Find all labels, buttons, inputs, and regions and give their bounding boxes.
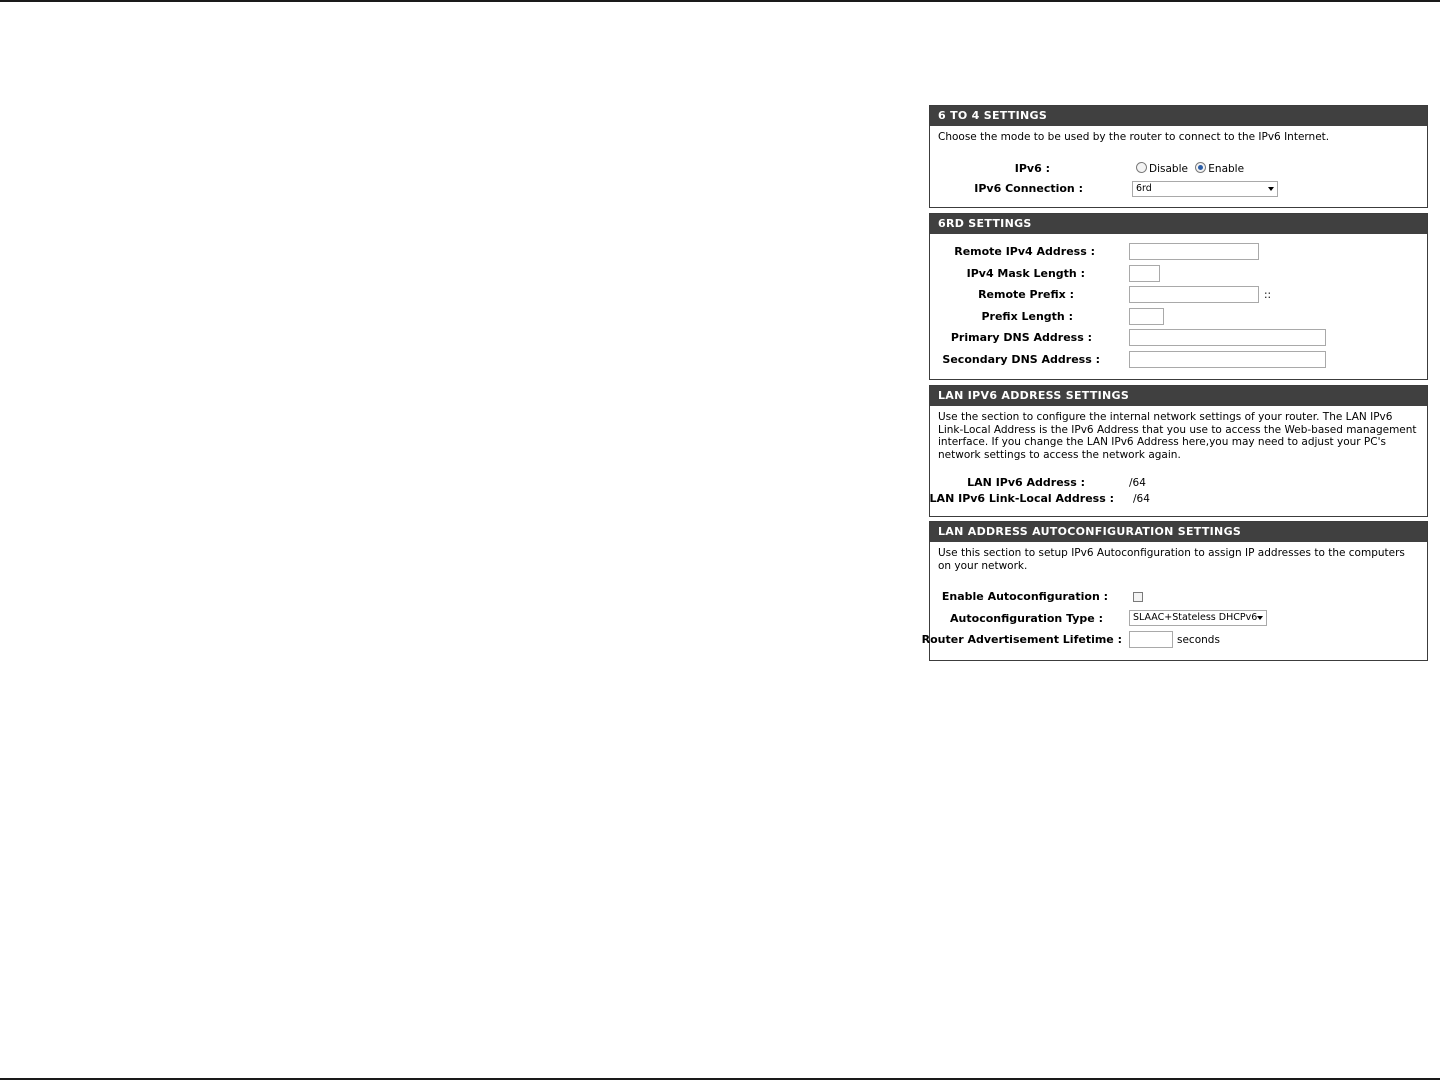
- lan-ipv6-address-value: /64: [1129, 477, 1146, 489]
- prefix-length-label: Prefix Length :: [981, 310, 1073, 323]
- six-to-four-description: Choose the mode to be used by the router to connect to the IPv6 Internet.: [938, 131, 1330, 143]
- prefix-length-input[interactable]: [1129, 308, 1164, 325]
- bottom-rule: [0, 1078, 1440, 1080]
- autoconfiguration-type-select[interactable]: [1129, 610, 1267, 626]
- router-advertisement-lifetime-label: Router Advertisement Lifetime :: [921, 633, 1122, 646]
- six-to-four-settings-panel: [929, 105, 1428, 208]
- remote-ipv4-input[interactable]: [1129, 243, 1259, 260]
- ipv6-enable-radio[interactable]: [1195, 162, 1206, 173]
- lan-ipv6-link-local-label: LAN IPv6 Link-Local Address :: [929, 492, 1114, 505]
- enable-autoconfiguration-checkbox[interactable]: [1133, 592, 1143, 602]
- remote-ipv4-label: Remote IPv4 Address :: [954, 245, 1095, 258]
- lan-ipv6-description: Use the section to configure the internal network settings of your router. The LAN IPv6 Link-Local Address is the IPv6 Address that you use to access the Web-based management interface. If you change the LAN IPv6 Address here,you may need to adjust your PC's network settings to access the network again.: [938, 411, 1417, 461]
- remote-prefix-suffix: ::: [1264, 289, 1272, 301]
- chevron-down-icon: [1268, 187, 1274, 191]
- six-to-four-header: 6 TO 4 SETTINGS: [930, 106, 1427, 126]
- router-advertisement-lifetime-unit: seconds: [1177, 634, 1220, 646]
- ipv6-disable-radio[interactable]: [1136, 162, 1147, 173]
- remote-ipv4-row: [930, 243, 1427, 261]
- router-advertisement-lifetime-input[interactable]: [1129, 631, 1173, 648]
- autoconfiguration-type-label: Autoconfiguration Type :: [950, 612, 1103, 625]
- autoconfiguration-type-value: SLAAC+Stateless DHCPv6: [1133, 612, 1258, 623]
- lan-ipv6-header: LAN IPV6 ADDRESS SETTINGS: [930, 386, 1427, 406]
- six-rd-header: 6RD SETTINGS: [930, 214, 1427, 234]
- secondary-dns-input[interactable]: [1129, 351, 1326, 368]
- lan-ipv6-address-label: LAN IPv6 Address :: [967, 476, 1085, 489]
- enable-autoconfiguration-label: Enable Autoconfiguration :: [941, 590, 1108, 603]
- ipv6-connection-value: 6rd: [1136, 183, 1152, 194]
- remote-prefix-input[interactable]: [1129, 286, 1259, 303]
- ipv6-label: IPv6 :: [1014, 162, 1050, 175]
- lan-ipv6-link-local-row: [930, 490, 1427, 508]
- autoconfiguration-type-row: [930, 610, 1427, 628]
- secondary-dns-row: [930, 351, 1427, 369]
- primary-dns-label: Primary DNS Address :: [950, 331, 1092, 344]
- ipv4-mask-length-input[interactable]: [1129, 265, 1160, 282]
- remote-prefix-label: Remote Prefix :: [978, 288, 1074, 301]
- ipv6-connection-select[interactable]: [1132, 181, 1278, 197]
- ipv4-mask-length-label: IPv4 Mask Length :: [966, 267, 1085, 280]
- lan-ipv6-link-local-value: /64: [1133, 493, 1150, 505]
- ipv6-connection-row: [930, 180, 1427, 198]
- six-rd-settings-panel: [929, 213, 1428, 380]
- prefix-length-row: [930, 308, 1427, 326]
- router-advertisement-lifetime-row: [921, 631, 1427, 649]
- autoconfiguration-description: Use this section to setup IPv6 Autoconfiguration to assign IP addresses to the computers on your network.: [938, 547, 1405, 572]
- ipv6-enable-label: Enable: [1208, 163, 1245, 175]
- primary-dns-row: [930, 329, 1427, 347]
- ipv6-row: [930, 160, 1427, 178]
- lan-autoconfiguration-settings-panel: [921, 521, 1428, 661]
- lan-ipv6-address-settings-panel: [929, 385, 1428, 517]
- ipv6-disable-option[interactable]: [1136, 160, 1244, 178]
- top-rule: [0, 0, 1440, 2]
- autoconfiguration-header: LAN ADDRESS AUTOCONFIGURATION SETTINGS: [930, 522, 1427, 542]
- ipv6-disable-label: Disable: [1149, 163, 1188, 175]
- ipv4-mask-length-row: [930, 265, 1427, 283]
- remote-prefix-row: [930, 286, 1427, 304]
- primary-dns-input[interactable]: [1129, 329, 1326, 346]
- enable-autoconfiguration-row: [930, 588, 1427, 606]
- chevron-down-icon: [1257, 616, 1263, 620]
- secondary-dns-label: Secondary DNS Address :: [942, 353, 1100, 366]
- ipv6-connection-label: IPv6 Connection :: [974, 182, 1083, 195]
